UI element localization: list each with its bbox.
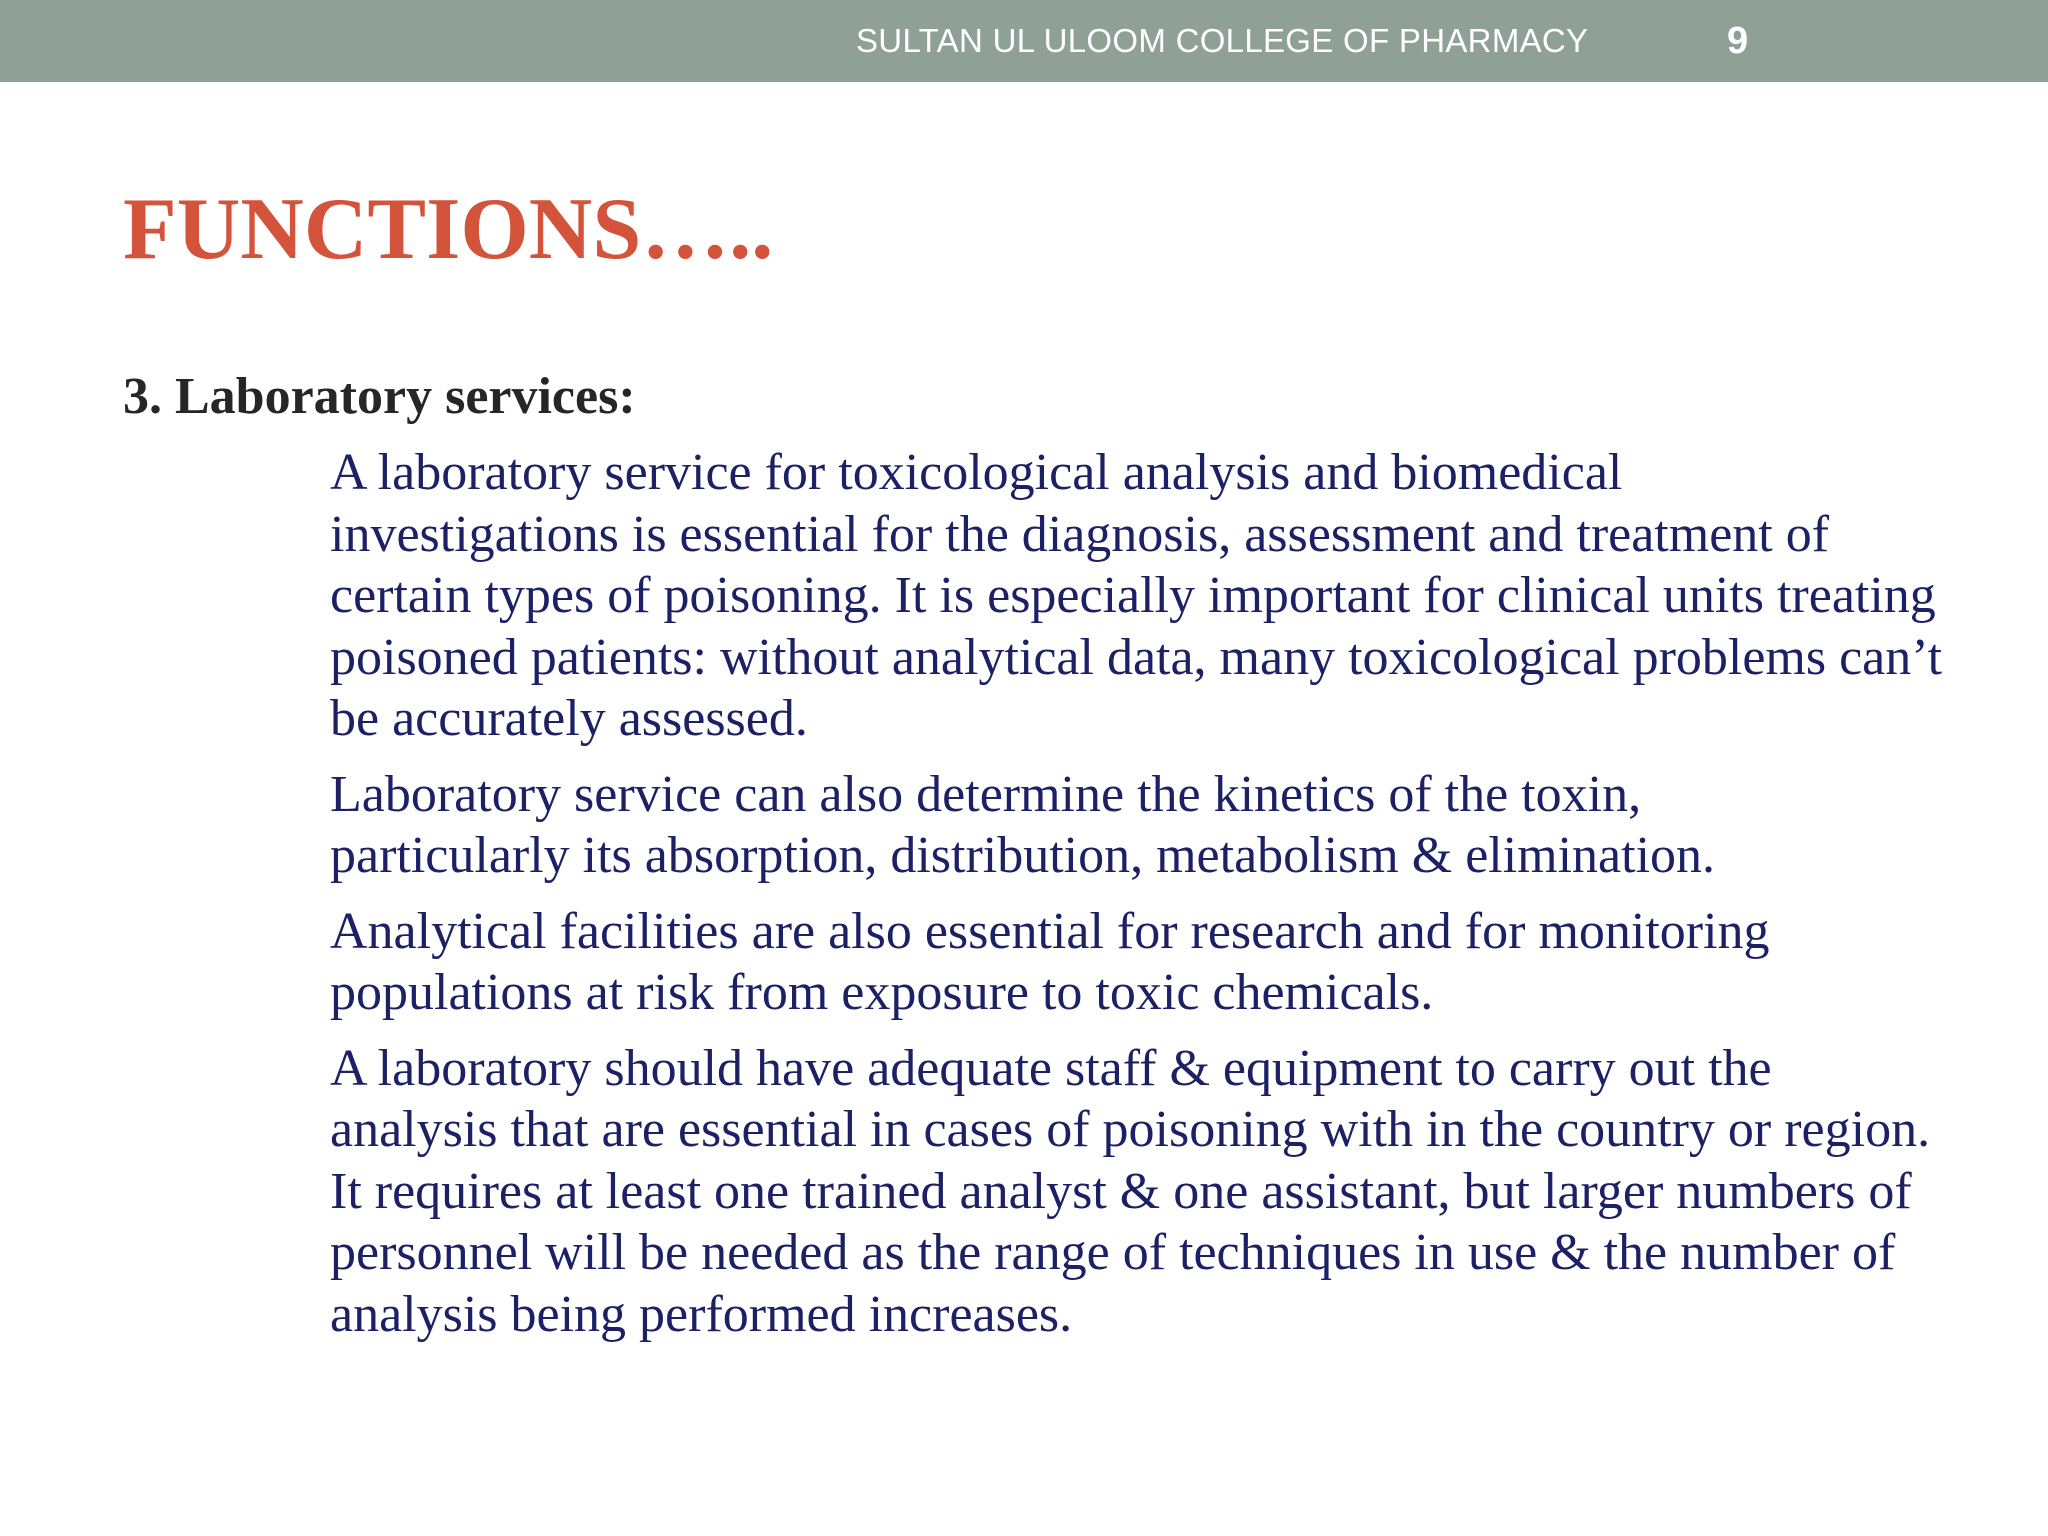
college-name: SULTAN UL ULOOM COLLEGE OF PHARMACY bbox=[856, 22, 1589, 59]
text-line: investigations is essential for the diagnosis, assessment and treatment of bbox=[330, 505, 1830, 563]
text-line: A laboratory should have adequate staff & equipment to carry out the bbox=[330, 1039, 1772, 1097]
paragraph-kinetics bbox=[164, 764, 1964, 887]
section-heading: 3. Laboratory services: bbox=[123, 368, 636, 425]
header-bar bbox=[0, 0, 2048, 82]
text-line: poisoned patients: without analytical data, many toxicological problems can’t bbox=[330, 628, 1943, 686]
text-line: A laboratory service for toxicological analysis and biomedical bbox=[330, 444, 1623, 501]
paragraph-analytical-facilities bbox=[164, 901, 1964, 1024]
text-line: personnel will be needed as the range of techniques in use & the number of bbox=[330, 1224, 1896, 1281]
text-line: It requires at least one trained analyst & one assistant, but larger numbers of bbox=[330, 1162, 1912, 1220]
text-line: be accurately assessed. bbox=[330, 690, 808, 747]
text-line: certain types of poisoning. It is especially important for clinical units treating bbox=[330, 567, 1936, 624]
paragraph-staffing bbox=[164, 1038, 1964, 1346]
paragraph-lab-service bbox=[164, 442, 1964, 750]
slide-title: FUNCTIONS….. bbox=[123, 181, 774, 278]
page-number: 9 bbox=[1727, 20, 1749, 62]
text-line: populations at risk from exposure to toxic chemicals. bbox=[330, 964, 1434, 1021]
text-line: Laboratory service can also determine the kinetics of the toxin, bbox=[330, 765, 1642, 823]
text-line: Analytical facilities are also essential for research and for monitoring bbox=[330, 902, 1770, 960]
text-line: analysis that are essential in cases of poisoning with in the country or region. bbox=[330, 1101, 1931, 1158]
slide-body bbox=[164, 442, 1964, 1359]
text-line: analysis being performed increases. bbox=[330, 1285, 1073, 1343]
text-line: particularly its absorption, distribution, metabolism & elimination. bbox=[330, 827, 1716, 884]
